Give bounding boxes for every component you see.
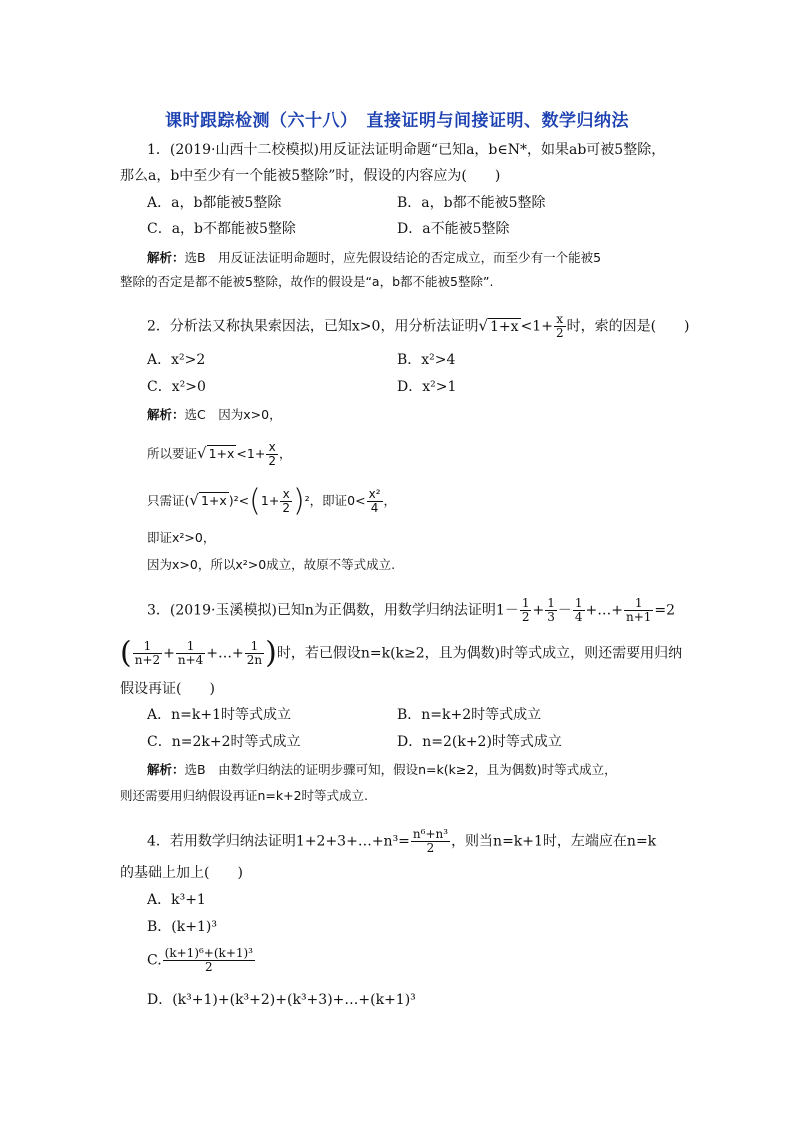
q1-option-d: D．a不能被5整除 — [397, 221, 510, 237]
q4-stem-a: 4．若用数学归纳法证明1+2+3+…+n³= — [147, 833, 410, 850]
q2-option-a: A．x²>2 — [147, 352, 206, 368]
q3-dots: +…+ — [585, 602, 623, 619]
right-paren: ) — [292, 483, 305, 519]
q3-frac1 — [520, 597, 532, 624]
q3-stem-a: 3．(2019·玉溪模拟)已知n为正偶数，用数学归纳法证明1－ — [147, 602, 519, 619]
q3-solution-line2: 则还需要用归纳假设再证n=k+2时等式成立. — [120, 788, 369, 803]
q3-frac1-num: 1 — [521, 596, 530, 610]
q2-solution-text1: 选C 因为x>0， — [184, 407, 282, 422]
q4-frac — [411, 828, 450, 855]
q2-stem-a: 2．分析法又称执果索因法，已知x>0，用分析法证明 — [147, 318, 479, 335]
q3-option-b: B．n=k+2时等式成立 — [397, 707, 542, 723]
q4-option-a: A．k³+1 — [147, 892, 206, 908]
q2-sol3-frac2-num: x² — [368, 487, 381, 501]
q1-solution-line1 — [147, 248, 707, 268]
q4-option-b: B．(k+1)³ — [147, 919, 217, 935]
q2-sol2-frac-den: 2 — [268, 454, 276, 468]
q3-frac4-num: 1 — [624, 597, 653, 611]
q3-solution-line1 — [147, 760, 707, 780]
q4-option-c-frac-den: 2 — [205, 960, 213, 974]
q4-option-c-label: C. — [147, 952, 162, 969]
q4-stem-line2: 的基础上加上( ) — [120, 865, 243, 881]
left-paren: ( — [120, 635, 132, 671]
q2-sol3-b: )²< — [228, 493, 250, 508]
q3-frac3-num: 1 — [574, 596, 583, 610]
sqrt-sign: √ — [197, 444, 207, 462]
right-paren: ) — [265, 635, 277, 671]
q3-dots2: +…+ — [206, 645, 244, 662]
q2-stem-sqrt: 1+x — [490, 318, 519, 335]
q3-plus2: + — [163, 645, 175, 662]
q3-minus: － — [557, 602, 572, 619]
q4-option-c-frac-num: (k+1)⁶+(k+1)³ — [164, 946, 253, 960]
q4-stem-line1 — [147, 828, 707, 855]
q2-sol3-a: 只需证( — [147, 493, 190, 508]
q2-sol3-e: ， — [383, 493, 397, 508]
q2-sol3-frac-num: x — [280, 488, 292, 502]
q3-frac4 — [624, 597, 653, 624]
q3-plus: + — [532, 602, 545, 619]
q3-frac7-den: 2n — [246, 653, 263, 667]
q2-stem-b: <1+ — [520, 318, 553, 335]
q2-solution-line1 — [147, 405, 707, 425]
q3-solution-label: 解析： — [147, 762, 185, 777]
q2-sol2-c: ， — [278, 446, 292, 461]
q2-solution-label: 解析： — [147, 407, 185, 422]
sqrt-sign: √ — [478, 316, 489, 335]
q2-sol3-frac2 — [367, 488, 383, 515]
q2-sol2-frac-num: x — [266, 441, 278, 455]
q2-sol3-frac — [280, 488, 292, 515]
q3-equals: =2 — [654, 602, 676, 619]
q3-frac4-den: n+1 — [625, 610, 652, 624]
q3-frac6-den: n+4 — [177, 653, 204, 667]
q1-stem-line1: 1．(2019·山西十二校模拟)用反证法证明命题“已知a，b∈N*，如果ab可被5整除， — [147, 142, 666, 158]
q1-solution-label: 解析： — [147, 250, 185, 265]
q3-frac3 — [573, 597, 585, 624]
q3-option-c: C．n=2k+2时等式成立 — [147, 734, 301, 750]
q1-stem-line2: 那么a，b中至少有一个能被5整除”时，假设的内容应为( ) — [120, 168, 501, 184]
q3-option-d: D．n=2(k+2)时等式成立 — [397, 734, 562, 750]
q2-solution-line4: 即证x²>0， — [147, 530, 216, 545]
q2-sol2-a: 所以要证 — [147, 446, 198, 461]
q3-stem-line2 — [120, 635, 683, 671]
q3-frac7 — [245, 640, 264, 667]
page-title: 课时跟踪检测（六十八） 直接证明与间接证明、数学归纳法 — [165, 111, 629, 131]
q3-frac6 — [176, 640, 205, 667]
q1-solution-line2: 整除的否定是都不能被5整除，故作的假设是“a，b都不能被5整除”. — [120, 274, 494, 289]
q1-option-c: C．a，b不都能被5整除 — [147, 221, 296, 237]
q2-stem — [147, 313, 707, 340]
q2-stem-frac-den: 2 — [555, 326, 564, 340]
q2-sol2-sqrt: 1+x — [208, 446, 235, 461]
q3-frac1-den: 2 — [521, 610, 530, 624]
q3-stem-line3: 假设再证( ) — [120, 681, 215, 697]
q3-frac6-num: 1 — [176, 640, 205, 654]
q2-stem-c: 时，索的因是( ) — [566, 318, 690, 335]
q1-solution-text1: 选B 用反证法证明命题时，应先假设结论的否定成立，而至少有一个能被5 — [184, 250, 602, 265]
q2-stem-frac-num: x — [554, 313, 566, 327]
q3-frac2-den: 3 — [547, 610, 555, 624]
q2-solution-line5: 因为x>0，所以x²>0成立，故原不等式成立. — [147, 557, 396, 572]
q2-option-c: C．x²>0 — [147, 379, 206, 395]
q3-solution-text1: 选B 由数学归纳法的证明步骤可知，假设n=k(k≥2，且为偶数)时等式成立， — [184, 762, 617, 777]
q3-frac3-den: 4 — [574, 610, 583, 624]
q2-sol3-d: ²，即证0< — [304, 493, 366, 508]
q3-frac5 — [133, 640, 162, 667]
q2-solution-line2 — [147, 441, 707, 468]
q2-sol2-b: <1+ — [236, 446, 266, 461]
q4-option-c-frac — [163, 947, 255, 974]
q2-sol3-frac2-den: 4 — [370, 501, 379, 515]
q3-stem-line1 — [147, 597, 707, 624]
left-paren: ( — [249, 483, 261, 519]
q4-stem-b: ，则当n=k+1时，左端应在n=k — [451, 833, 657, 850]
q2-sol2-frac — [266, 441, 278, 468]
q3-frac5-num: 1 — [133, 640, 162, 654]
q2-stem-frac — [554, 313, 566, 340]
q4-frac-den: 2 — [426, 841, 435, 855]
q2-sol3-sqrt: 1+x — [200, 493, 227, 508]
q3-frac2 — [545, 597, 557, 624]
q3-frac2-num: 1 — [547, 596, 555, 610]
q3-frac5-den: n+2 — [134, 653, 161, 667]
q4-frac-num: n⁶+n³ — [412, 827, 449, 841]
q3-stem-b: 时，若已假设n=k(k≥2，且为偶数)时等式成立，则还需要用归纳 — [276, 645, 683, 662]
q2-option-d: D．x²>1 — [397, 379, 457, 395]
q1-option-a: A．a，b都能被5整除 — [147, 195, 282, 211]
q2-option-b: B．x²>4 — [397, 352, 456, 368]
q2-solution-line3 — [147, 483, 707, 519]
q2-sol3-frac-den: 2 — [282, 501, 290, 515]
q2-sol3-c: 1+ — [260, 493, 280, 508]
q3-frac7-num: 1 — [245, 640, 264, 654]
q4-option-d: D．(k³+1)+(k³+2)+(k³+3)+…+(k+1)³ — [147, 992, 416, 1008]
sqrt-sign: √ — [189, 491, 199, 509]
q1-option-b: B．a，b都不能被5整除 — [397, 195, 546, 211]
q3-option-a: A．n=k+1时等式成立 — [147, 707, 291, 723]
q4-option-c — [147, 947, 256, 974]
